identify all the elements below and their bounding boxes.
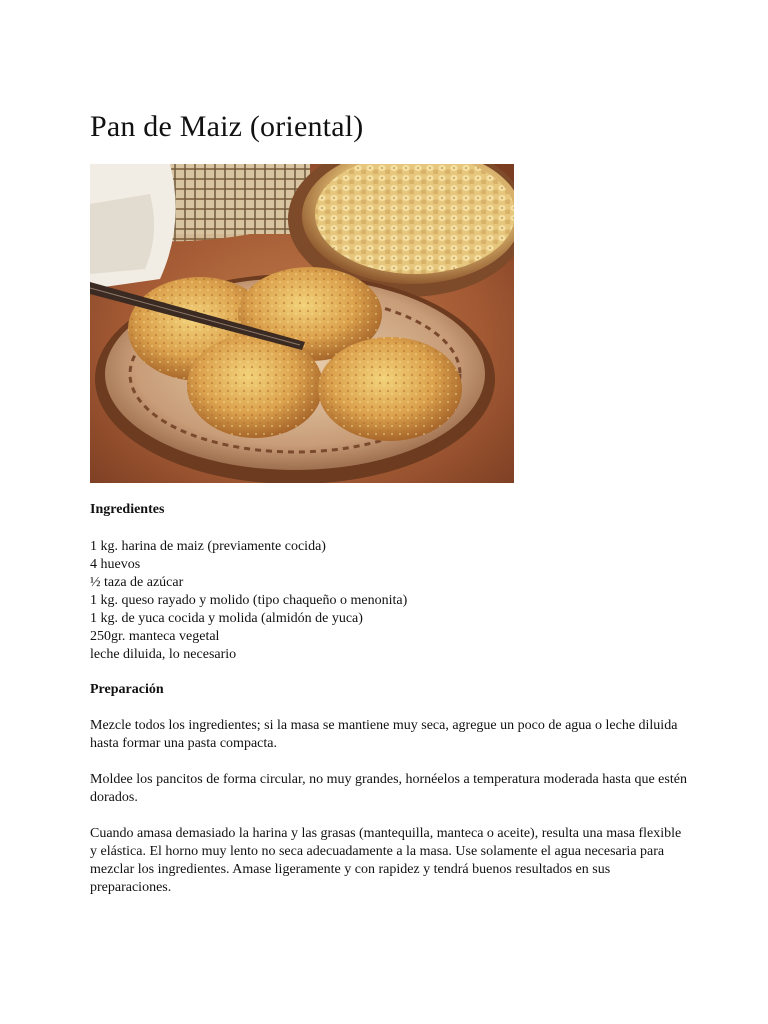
preparation-paragraph: Moldee los pancitos de forma circular, no muy grandes, hornéelos a temperatura moderada hasta que estén dorados. [90, 772, 687, 805]
list-item: 1 kg. harina de maiz (previamente cocida) [90, 539, 326, 554]
list-item: 1 kg. de yuca cocida y molida (almidón de yuca) [90, 611, 363, 626]
bread-photo [90, 164, 514, 483]
preparation-heading: Preparación [90, 682, 164, 697]
preparation-paragraph: Mezcle todos los ingredientes; si la masa se mantiene muy seca, agregue un poco de agua o leche diluida hasta formar una pasta compacta. [90, 718, 678, 751]
list-item: 250gr. manteca vegetal [90, 629, 220, 644]
list-item: leche diluida, lo necesario [90, 647, 237, 662]
ingredients-list [90, 538, 407, 664]
ingredients-heading: Ingredientes [90, 502, 165, 517]
page-title: Pan de Maiz (oriental) [90, 110, 364, 143]
list-item: ½ taza de azúcar [90, 575, 184, 590]
preparation-paragraph: Cuando amasa demasiado la harina y las grasas (mantequilla, manteca o aceite), resulta una masa flexible y elástica. El horno muy lento no seca adecuadamente a la masa. Use solamente el agua necesaria para mezclar los ingredientes. Amase ligeramente y con rapidez y tendrá buenos resultados en sus preparaciones. [90, 826, 682, 895]
list-item: 1 kg. queso rayado y molido (tipo chaqueño o menonita) [90, 593, 408, 608]
list-item: 4 huevos [90, 557, 141, 572]
